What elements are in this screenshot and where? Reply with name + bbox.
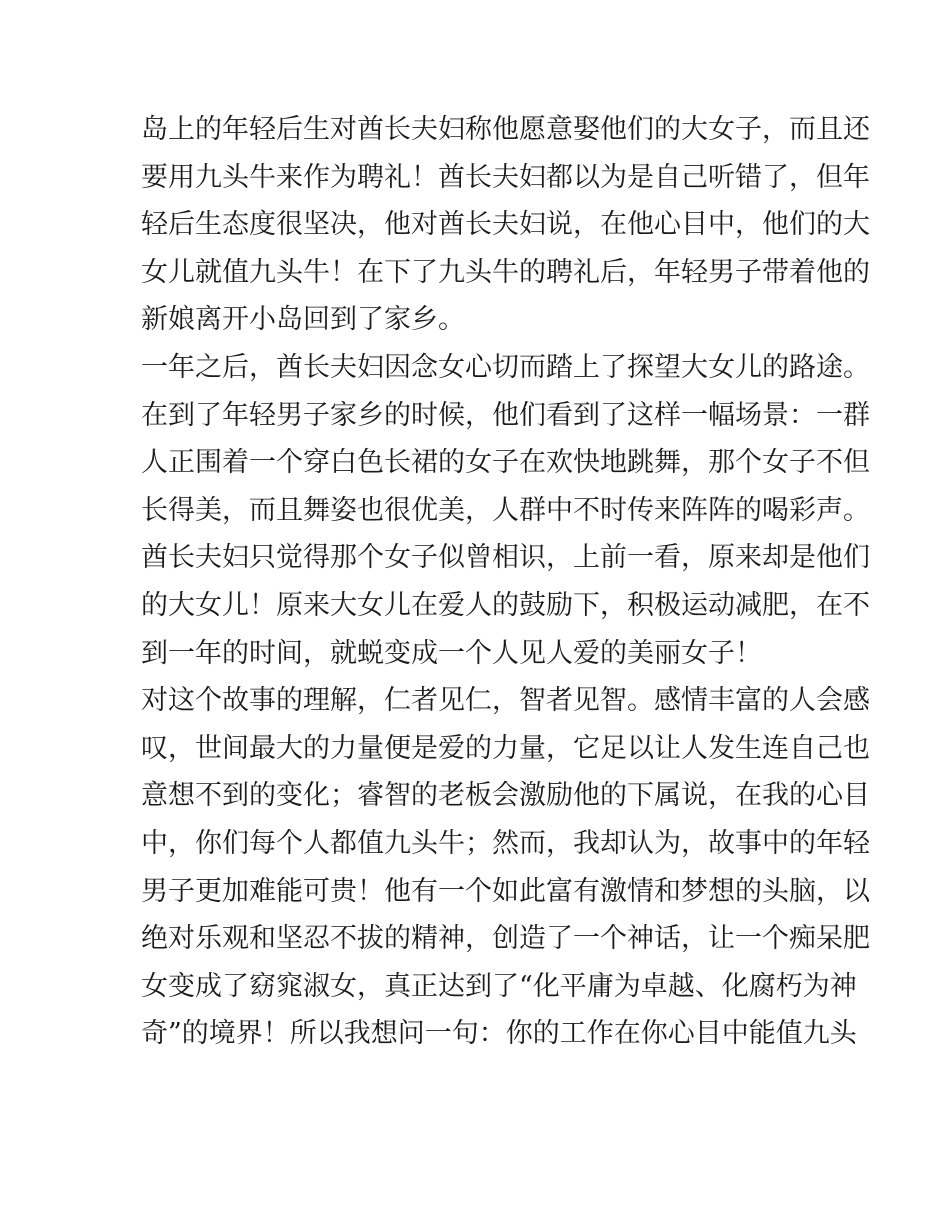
text-line: 长得美，而且舞姿也很优美，人群中不时传来阵阵的喝彩声。 — [141, 494, 870, 526]
text-line: 男子更加难能可贵！他有一个如此富有激情和梦想的头脑，以 — [141, 875, 870, 907]
text-line: 人正围着一个穿白色长裙的女子在欢快地跳舞，那个女子不但 — [141, 447, 870, 479]
text-line: 到一年的时间，就蜕变成一个人见人爱的美丽女子！ — [141, 637, 762, 669]
text-line: 一年之后，酋长夫妇因念女心切而踏上了探望大女儿的路途。 — [141, 351, 870, 383]
text-line: 奇”的境界！所以我想问一句：你的工作在你心目中能值九头 — [141, 1018, 857, 1050]
text-line: 新娘离开小岛回到了家乡。 — [141, 304, 465, 336]
text-line: 女变成了窈窕淑女，真正达到了“化平庸为卓越、化腐朽为神 — [141, 970, 857, 1002]
text-line: 叹，世间最大的力量便是爱的力量，它足以让人发生连自己也 — [141, 732, 870, 764]
text-line: 女儿就值九头牛！在下了九头牛的聘礼后，年轻男子带着他的 — [141, 256, 870, 288]
text-line: 轻后生态度很坚决，他对酋长夫妇说，在他心目中，他们的大 — [141, 209, 870, 241]
text-line: 的大女儿！原来大女儿在爱人的鼓励下，积极运动减肥，在不 — [141, 589, 870, 621]
text-line: 对这个故事的理解，仁者见仁，智者见智。感情丰富的人会感 — [141, 685, 870, 717]
text-line: 岛上的年轻后生对酋长夫妇称他愿意娶他们的大女子，而且还 — [141, 114, 870, 145]
text-line: 意想不到的变化；睿智的老板会激励他的下属说，在我的心目 — [141, 780, 870, 812]
body-text — [141, 106, 870, 1058]
text-line: 要用九头牛来作为聘礼！酋长夫妇都以为是自己听错了，但年 — [141, 161, 870, 193]
text-line: 中，你们每个人都值九头牛；然而，我却认为，故事中的年轻 — [141, 827, 870, 859]
text-line: 绝对乐观和坚忍不拔的精神，创造了一个神话，让一个痴呆肥 — [141, 923, 870, 955]
text-line: 酋长夫妇只觉得那个女子似曾相识，上前一看，原来却是他们 — [141, 542, 870, 574]
text-line: 在到了年轻男子家乡的时候，他们看到了这样一幅场景：一群 — [141, 399, 870, 431]
